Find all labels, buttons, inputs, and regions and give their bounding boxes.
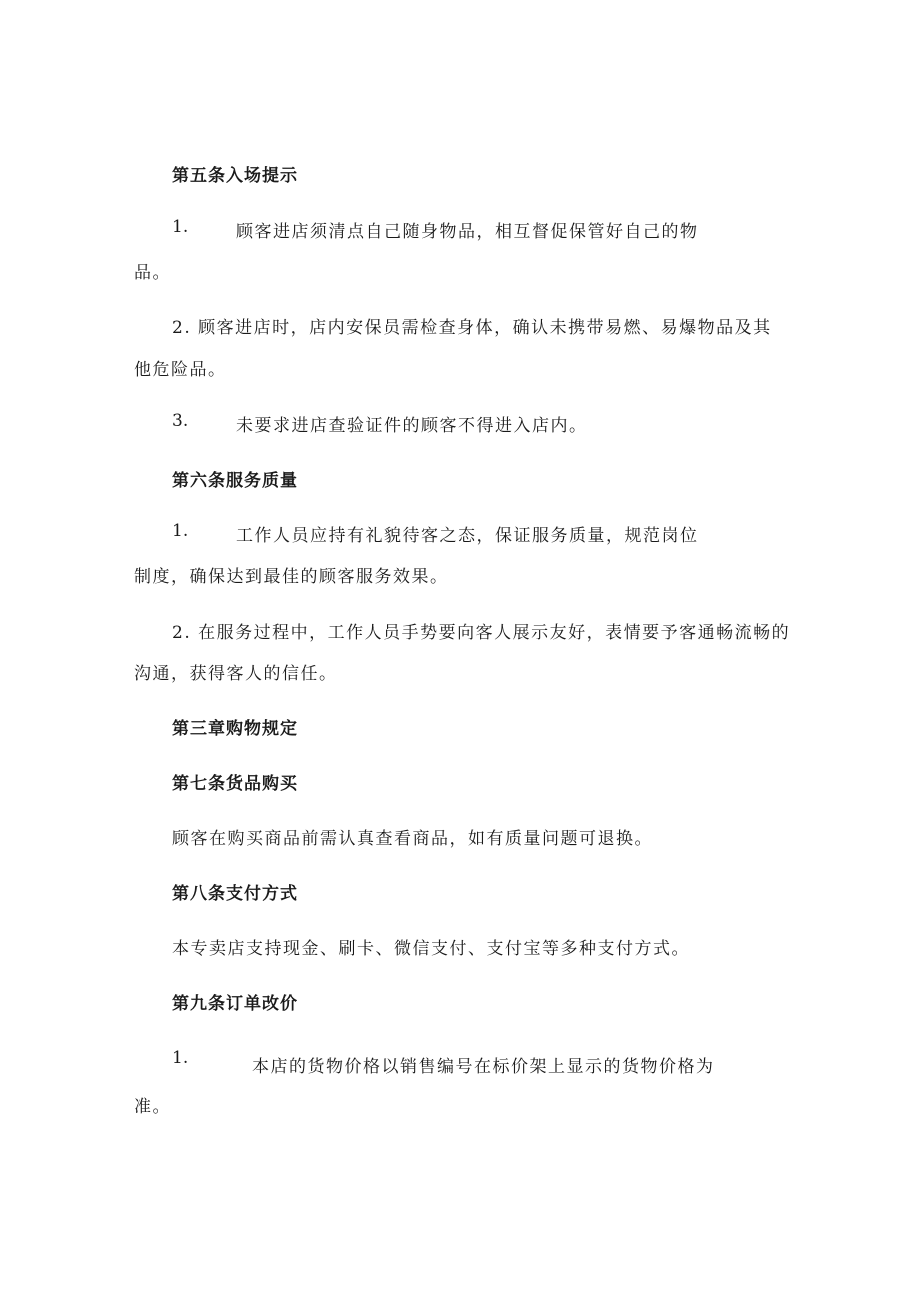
article-6-item-2-line-1: 2. 在服务过程中，工作人员手势要向客人展示友好，表情要予客通畅流畅的: [172, 623, 791, 643]
article-5-item-2-line-2: 他危险品。: [134, 360, 227, 380]
article-8-text: 本专卖店支持现金、刷卡、微信支付、支付宝等多种支付方式。: [172, 939, 690, 959]
article-9-heading: 第九条订单改价: [172, 994, 298, 1014]
article-5-heading: 第五条入场提示: [172, 166, 298, 186]
article-5-item-3-number: 3.: [172, 411, 189, 431]
article-5-item-1-number: 1.: [172, 217, 189, 237]
article-6-heading: 第六条服务质量: [172, 471, 298, 491]
article-8-heading: 第八条支付方式: [172, 884, 298, 904]
article-5-item-1-line-2: 品。: [134, 263, 171, 283]
article-6-item-2-line-2: 沟通，获得客人的信任。: [134, 664, 338, 684]
article-5-item-3-line-1: 未要求进店查验证件的顾客不得进入店内。: [236, 416, 588, 436]
chapter-3-heading: 第三章购物规定: [172, 719, 298, 739]
article-6-item-1-line-2: 制度，确保达到最佳的顾客服务效果。: [134, 567, 449, 587]
article-5-item-2-line-1: 2. 顾客进店时，店内安保员需检查身体，确认未携带易燃、易爆物品及其: [172, 318, 772, 338]
article-6-item-1-number: 1.: [172, 521, 189, 541]
article-7-heading: 第七条货品购买: [172, 774, 298, 794]
article-5-item-1-line-1: 顾客进店须清点自己随身物品，相互督促保管好自己的物: [236, 222, 699, 242]
article-9-item-1-number: 1.: [172, 1048, 189, 1068]
article-9-item-1-line-1: 本店的货物价格以销售编号在标价架上显示的货物价格为: [252, 1057, 715, 1077]
article-9-item-1-line-2: 准。: [134, 1097, 171, 1117]
article-7-text: 顾客在购买商品前需认真查看商品，如有质量问题可退换。: [172, 829, 653, 849]
article-6-item-1-line-1: 工作人员应持有礼貌待客之态，保证服务质量，规范岗位: [236, 526, 699, 546]
